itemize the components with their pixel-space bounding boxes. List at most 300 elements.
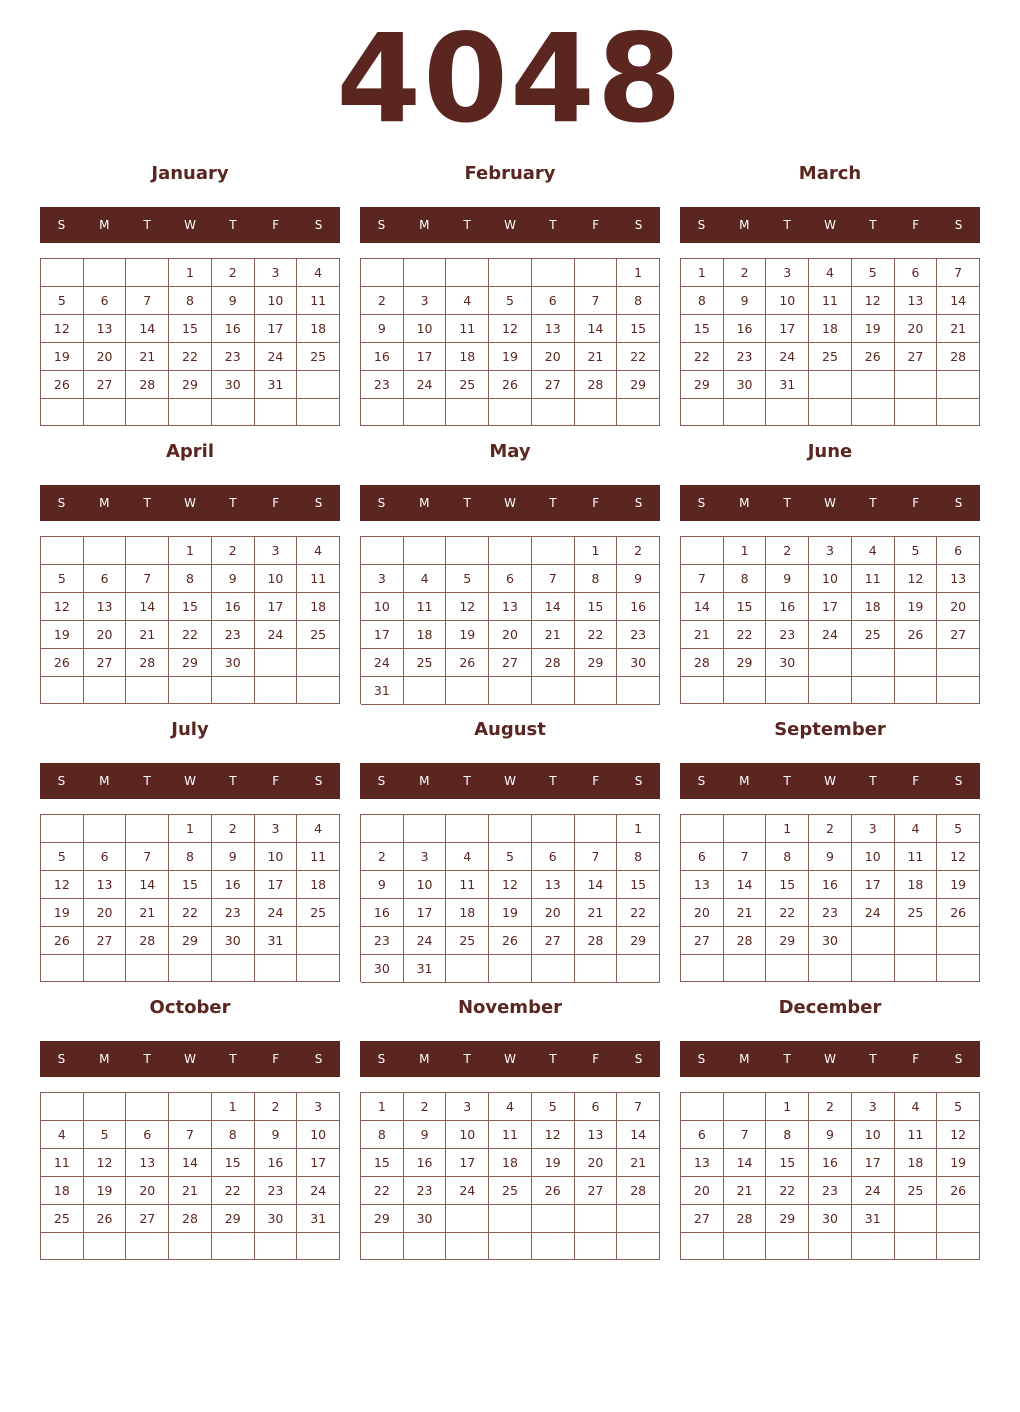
weekday-header — [40, 763, 340, 799]
day-cell: 3 — [404, 843, 447, 871]
day-grid — [40, 258, 340, 426]
month-title: October — [149, 997, 231, 1018]
day-cell: 25 — [895, 899, 938, 927]
day-cell: 25 — [297, 621, 340, 649]
weekday-label: F — [592, 496, 600, 510]
day-cell: 4 — [446, 843, 489, 871]
day-cell: 11 — [895, 1121, 938, 1149]
empty-day-cell — [41, 1233, 84, 1260]
weekday-header — [360, 1041, 660, 1077]
weekday-label: F — [592, 1052, 600, 1066]
empty-day-cell — [895, 927, 938, 955]
weekday-label: F — [272, 774, 280, 788]
day-cell: 31 — [404, 955, 447, 983]
day-cell: 28 — [126, 649, 169, 677]
day-cell: 9 — [212, 843, 255, 871]
weekday-label: F — [272, 218, 280, 232]
day-cell: 30 — [809, 927, 852, 955]
empty-day-cell — [937, 927, 980, 955]
day-cell: 23 — [361, 371, 404, 399]
empty-day-cell — [489, 815, 532, 843]
day-cell: 24 — [255, 621, 298, 649]
weekday-label: T — [229, 774, 237, 788]
day-cell: 12 — [852, 287, 895, 315]
day-cell: 21 — [681, 621, 724, 649]
weekday-label: T — [143, 496, 151, 510]
day-cell: 21 — [575, 343, 618, 371]
day-cell: 7 — [724, 843, 767, 871]
weekday-label: T — [549, 1052, 557, 1066]
weekday-label: T — [549, 218, 557, 232]
day-cell: 2 — [724, 259, 767, 287]
day-grid — [360, 536, 660, 704]
weekday-label: S — [697, 218, 706, 232]
empty-day-cell — [446, 815, 489, 843]
empty-day-cell — [126, 955, 169, 982]
empty-day-cell — [937, 399, 980, 426]
day-cell: 12 — [41, 315, 84, 343]
weekday-label: W — [824, 496, 836, 510]
day-cell: 26 — [41, 927, 84, 955]
day-cell: 11 — [297, 287, 340, 315]
day-cell: 30 — [809, 1205, 852, 1233]
day-cell: 9 — [809, 843, 852, 871]
day-cell: 5 — [41, 287, 84, 315]
day-cell: 3 — [852, 1093, 895, 1121]
empty-day-cell — [895, 677, 938, 704]
weekday-label: T — [869, 218, 877, 232]
day-cell: 15 — [766, 871, 809, 899]
day-cell: 8 — [212, 1121, 255, 1149]
empty-day-cell — [255, 399, 298, 426]
day-cell: 30 — [255, 1205, 298, 1233]
day-cell: 2 — [617, 537, 660, 565]
weekday-label: M — [99, 1052, 110, 1066]
weekday-label: T — [869, 496, 877, 510]
day-cell: 7 — [724, 1121, 767, 1149]
empty-day-cell — [809, 649, 852, 677]
day-cell: 31 — [766, 371, 809, 399]
day-cell: 3 — [255, 537, 298, 565]
day-cell: 6 — [532, 843, 575, 871]
day-cell: 7 — [575, 287, 618, 315]
empty-day-cell — [766, 955, 809, 982]
day-cell: 2 — [404, 1093, 447, 1121]
day-cell: 12 — [937, 1121, 980, 1149]
day-cell: 22 — [212, 1177, 255, 1205]
day-cell: 25 — [489, 1177, 532, 1205]
day-cell: 20 — [895, 315, 938, 343]
day-cell: 1 — [617, 259, 660, 287]
day-cell: 13 — [532, 871, 575, 899]
empty-day-cell — [617, 955, 660, 983]
empty-day-cell — [169, 1233, 212, 1260]
empty-day-cell — [766, 677, 809, 704]
empty-day-cell — [852, 399, 895, 426]
weekday-label: M — [99, 218, 110, 232]
day-cell: 15 — [724, 593, 767, 621]
day-cell: 18 — [404, 621, 447, 649]
empty-day-cell — [532, 677, 575, 705]
day-cell: 5 — [84, 1121, 127, 1149]
empty-day-cell — [169, 677, 212, 704]
day-cell: 20 — [489, 621, 532, 649]
day-cell: 3 — [852, 815, 895, 843]
day-cell: 12 — [41, 871, 84, 899]
day-cell: 10 — [297, 1121, 340, 1149]
day-cell: 22 — [617, 899, 660, 927]
day-cell: 16 — [212, 593, 255, 621]
day-cell: 5 — [446, 565, 489, 593]
weekday-label: S — [57, 218, 66, 232]
day-cell: 29 — [724, 649, 767, 677]
day-cell: 16 — [809, 1149, 852, 1177]
day-cell: 6 — [84, 843, 127, 871]
day-cell: 16 — [212, 315, 255, 343]
month-title: December — [778, 997, 882, 1018]
day-cell: 27 — [126, 1205, 169, 1233]
weekday-label: S — [954, 1052, 963, 1066]
day-cell: 31 — [255, 371, 298, 399]
day-cell: 6 — [681, 843, 724, 871]
day-cell: 12 — [937, 843, 980, 871]
empty-day-cell — [895, 371, 938, 399]
day-cell: 1 — [681, 259, 724, 287]
day-cell: 20 — [575, 1149, 618, 1177]
day-cell: 25 — [297, 899, 340, 927]
day-cell: 7 — [126, 287, 169, 315]
day-cell: 21 — [532, 621, 575, 649]
day-cell: 18 — [809, 315, 852, 343]
empty-day-cell — [575, 1233, 618, 1260]
day-cell: 18 — [895, 1149, 938, 1177]
weekday-label: M — [99, 496, 110, 510]
weekday-label: S — [377, 1052, 386, 1066]
day-cell: 17 — [852, 871, 895, 899]
empty-day-cell — [84, 399, 127, 426]
empty-day-cell — [169, 955, 212, 982]
day-cell: 19 — [489, 899, 532, 927]
day-cell: 9 — [361, 871, 404, 899]
day-cell: 12 — [532, 1121, 575, 1149]
weekday-label: T — [463, 218, 471, 232]
empty-day-cell — [446, 677, 489, 705]
day-cell: 17 — [852, 1149, 895, 1177]
day-cell: 20 — [126, 1177, 169, 1205]
weekday-label: W — [184, 774, 196, 788]
empty-day-cell — [297, 649, 340, 677]
day-cell: 17 — [404, 343, 447, 371]
weekday-label: W — [184, 218, 196, 232]
day-cell: 8 — [617, 843, 660, 871]
day-cell: 24 — [446, 1177, 489, 1205]
day-cell: 4 — [297, 537, 340, 565]
day-cell: 15 — [169, 593, 212, 621]
weekday-header — [680, 763, 980, 799]
day-cell: 4 — [41, 1121, 84, 1149]
day-cell: 30 — [617, 649, 660, 677]
empty-day-cell — [532, 399, 575, 426]
weekday-label: S — [377, 774, 386, 788]
day-cell: 1 — [169, 259, 212, 287]
day-cell: 11 — [809, 287, 852, 315]
day-cell: 7 — [532, 565, 575, 593]
weekday-label: F — [912, 774, 920, 788]
weekday-label: F — [912, 218, 920, 232]
empty-day-cell — [169, 1093, 212, 1121]
day-cell: 24 — [297, 1177, 340, 1205]
day-cell: 17 — [361, 621, 404, 649]
day-cell: 12 — [489, 315, 532, 343]
day-cell: 24 — [809, 621, 852, 649]
day-cell: 8 — [361, 1121, 404, 1149]
weekday-header — [360, 485, 660, 521]
empty-day-cell — [532, 955, 575, 983]
day-cell: 24 — [255, 899, 298, 927]
weekday-label: S — [57, 1052, 66, 1066]
day-cell: 29 — [361, 1205, 404, 1233]
empty-day-cell — [852, 955, 895, 982]
day-cell: 22 — [681, 343, 724, 371]
day-cell: 12 — [895, 565, 938, 593]
day-cell: 5 — [532, 1093, 575, 1121]
weekday-label: W — [504, 218, 516, 232]
empty-day-cell — [575, 399, 618, 426]
day-cell: 1 — [361, 1093, 404, 1121]
day-cell: 15 — [169, 315, 212, 343]
day-cell: 5 — [489, 287, 532, 315]
empty-day-cell — [361, 537, 404, 565]
weekday-label: S — [954, 218, 963, 232]
weekday-label: F — [912, 496, 920, 510]
day-cell: 3 — [297, 1093, 340, 1121]
day-cell: 26 — [446, 649, 489, 677]
weekday-header — [680, 485, 980, 521]
day-cell: 28 — [532, 649, 575, 677]
month-title: January — [151, 163, 229, 184]
day-cell: 10 — [766, 287, 809, 315]
day-cell: 31 — [361, 677, 404, 705]
day-cell: 6 — [84, 565, 127, 593]
day-cell: 8 — [724, 565, 767, 593]
day-cell: 26 — [489, 927, 532, 955]
day-cell: 19 — [852, 315, 895, 343]
day-cell: 13 — [575, 1121, 618, 1149]
day-cell: 20 — [937, 593, 980, 621]
day-cell: 13 — [126, 1149, 169, 1177]
weekday-label: M — [419, 496, 430, 510]
day-cell: 10 — [361, 593, 404, 621]
day-cell: 29 — [681, 371, 724, 399]
empty-day-cell — [532, 815, 575, 843]
empty-day-cell — [489, 955, 532, 983]
day-cell: 7 — [575, 843, 618, 871]
day-cell: 30 — [212, 649, 255, 677]
weekday-label: W — [184, 496, 196, 510]
day-cell: 14 — [126, 315, 169, 343]
day-cell: 9 — [255, 1121, 298, 1149]
day-cell: 21 — [937, 315, 980, 343]
day-cell: 11 — [895, 843, 938, 871]
day-cell: 26 — [895, 621, 938, 649]
day-cell: 11 — [297, 843, 340, 871]
empty-day-cell — [297, 677, 340, 704]
day-cell: 26 — [41, 371, 84, 399]
weekday-label: M — [739, 774, 750, 788]
day-cell: 27 — [681, 927, 724, 955]
day-cell: 2 — [212, 815, 255, 843]
day-cell: 6 — [84, 287, 127, 315]
month-title: April — [165, 441, 215, 462]
empty-day-cell — [489, 537, 532, 565]
weekday-label: T — [783, 496, 791, 510]
day-cell: 19 — [489, 343, 532, 371]
weekday-label: M — [99, 774, 110, 788]
empty-day-cell — [895, 955, 938, 982]
day-cell: 27 — [937, 621, 980, 649]
day-cell: 12 — [41, 593, 84, 621]
weekday-label: W — [504, 1052, 516, 1066]
empty-day-cell — [852, 927, 895, 955]
day-cell: 5 — [41, 565, 84, 593]
empty-day-cell — [84, 537, 127, 565]
day-cell: 23 — [212, 621, 255, 649]
day-cell: 5 — [41, 843, 84, 871]
day-cell: 19 — [895, 593, 938, 621]
empty-day-cell — [575, 677, 618, 705]
weekday-label: F — [272, 496, 280, 510]
empty-day-cell — [681, 677, 724, 704]
empty-day-cell — [84, 815, 127, 843]
day-cell: 21 — [169, 1177, 212, 1205]
empty-day-cell — [255, 677, 298, 704]
month-title: June — [807, 441, 853, 462]
empty-day-cell — [404, 815, 447, 843]
day-cell: 27 — [532, 371, 575, 399]
day-cell: 3 — [361, 565, 404, 593]
day-cell: 23 — [809, 1177, 852, 1205]
day-cell: 24 — [255, 343, 298, 371]
empty-day-cell — [84, 1093, 127, 1121]
day-cell: 5 — [489, 843, 532, 871]
empty-day-cell — [84, 677, 127, 704]
empty-day-cell — [809, 1233, 852, 1260]
day-cell: 28 — [126, 927, 169, 955]
weekday-label: M — [419, 1052, 430, 1066]
day-cell: 10 — [852, 843, 895, 871]
day-cell: 18 — [446, 343, 489, 371]
day-cell: 6 — [937, 537, 980, 565]
day-cell: 3 — [255, 815, 298, 843]
day-cell: 17 — [255, 871, 298, 899]
day-cell: 13 — [489, 593, 532, 621]
day-cell: 8 — [766, 1121, 809, 1149]
empty-day-cell — [489, 1205, 532, 1233]
day-cell: 2 — [212, 259, 255, 287]
day-cell: 8 — [575, 565, 618, 593]
empty-day-cell — [84, 259, 127, 287]
day-cell: 22 — [724, 621, 767, 649]
empty-day-cell — [41, 537, 84, 565]
empty-day-cell — [895, 399, 938, 426]
empty-day-cell — [724, 399, 767, 426]
empty-day-cell — [404, 1233, 447, 1260]
weekday-label: W — [824, 218, 836, 232]
empty-day-cell — [255, 955, 298, 982]
day-cell: 22 — [766, 899, 809, 927]
empty-day-cell — [489, 1233, 532, 1260]
day-cell: 7 — [617, 1093, 660, 1121]
day-cell: 19 — [84, 1177, 127, 1205]
day-cell: 20 — [681, 899, 724, 927]
day-cell: 27 — [681, 1205, 724, 1233]
day-cell: 10 — [255, 287, 298, 315]
empty-day-cell — [937, 677, 980, 704]
empty-day-cell — [489, 399, 532, 426]
empty-day-cell — [489, 259, 532, 287]
day-cell: 21 — [126, 899, 169, 927]
day-cell: 3 — [766, 259, 809, 287]
empty-day-cell — [852, 1233, 895, 1260]
weekday-header — [40, 1041, 340, 1077]
day-cell: 20 — [84, 899, 127, 927]
empty-day-cell — [212, 955, 255, 982]
empty-day-cell — [809, 399, 852, 426]
day-cell: 17 — [255, 593, 298, 621]
weekday-header — [40, 207, 340, 243]
empty-day-cell — [937, 649, 980, 677]
weekday-label: S — [314, 774, 323, 788]
day-cell: 22 — [766, 1177, 809, 1205]
day-cell: 18 — [489, 1149, 532, 1177]
day-grid — [680, 536, 980, 704]
day-cell: 16 — [361, 343, 404, 371]
weekday-label: T — [229, 218, 237, 232]
empty-day-cell — [126, 537, 169, 565]
empty-day-cell — [766, 399, 809, 426]
day-cell: 21 — [724, 1177, 767, 1205]
month-title: November — [457, 997, 563, 1018]
empty-day-cell — [297, 399, 340, 426]
month-title: July — [171, 719, 209, 740]
empty-day-cell — [255, 649, 298, 677]
day-cell: 2 — [809, 1093, 852, 1121]
empty-day-cell — [681, 1233, 724, 1260]
day-cell: 4 — [446, 287, 489, 315]
day-cell: 10 — [446, 1121, 489, 1149]
weekday-label: S — [954, 774, 963, 788]
empty-day-cell — [446, 955, 489, 983]
day-cell: 1 — [575, 537, 618, 565]
day-cell: 12 — [446, 593, 489, 621]
day-cell: 23 — [212, 343, 255, 371]
day-cell: 3 — [809, 537, 852, 565]
day-cell: 18 — [852, 593, 895, 621]
day-cell: 6 — [681, 1121, 724, 1149]
day-cell: 22 — [169, 899, 212, 927]
day-cell: 8 — [169, 565, 212, 593]
day-cell: 13 — [681, 1149, 724, 1177]
empty-day-cell — [297, 371, 340, 399]
day-cell: 31 — [297, 1205, 340, 1233]
month-title: September — [774, 719, 886, 740]
day-cell: 13 — [532, 315, 575, 343]
weekday-label: W — [824, 774, 836, 788]
empty-day-cell — [681, 537, 724, 565]
empty-day-cell — [809, 677, 852, 704]
day-cell: 28 — [937, 343, 980, 371]
empty-day-cell — [446, 399, 489, 426]
